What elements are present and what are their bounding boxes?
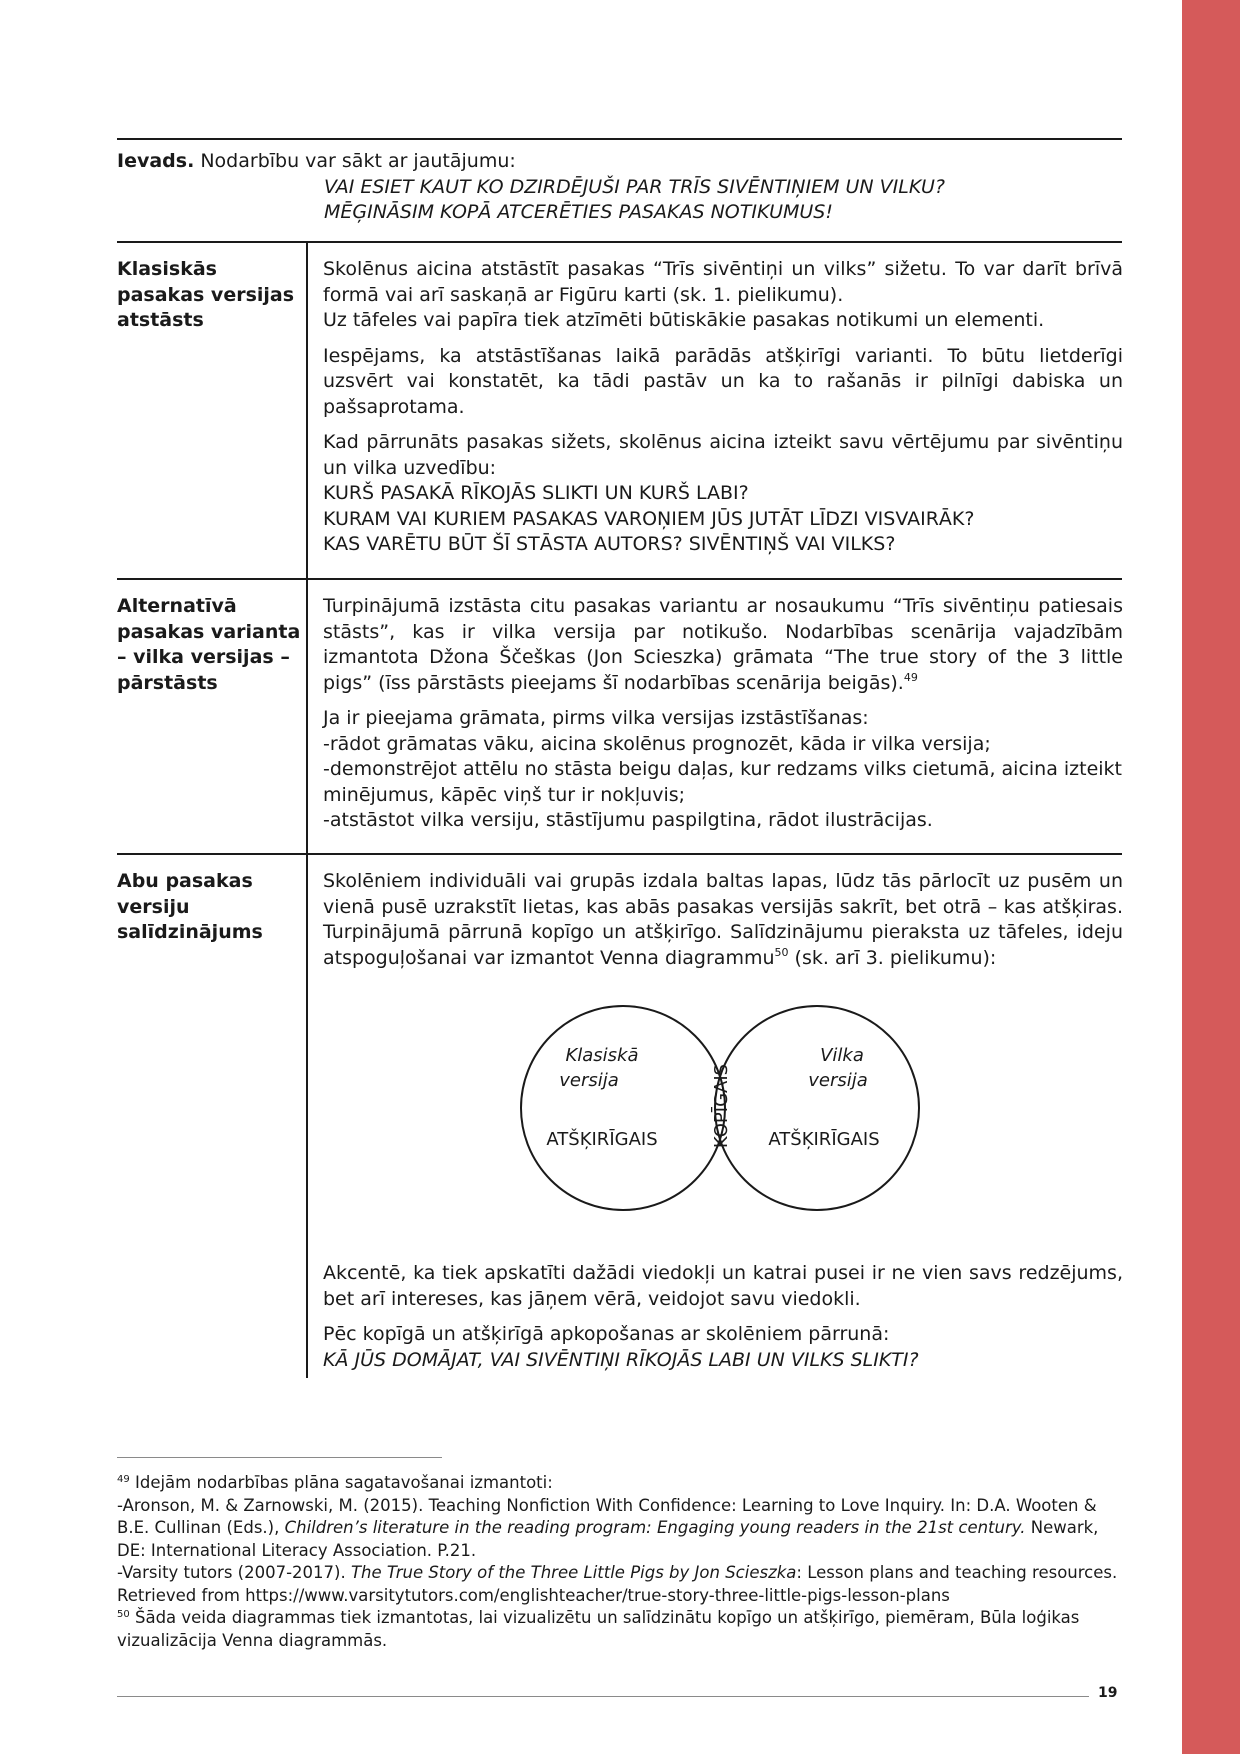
side-color-band [1182,0,1240,1754]
row-content-classic-retelling [323,257,1123,558]
bullet: -atstāstot vilka versiju, stāstījumu paspilgtina, rādot ilustrācijas. [323,809,933,831]
venn-right-title-2: versija [808,1070,868,1091]
venn-left-title-2: versija [559,1070,619,1091]
paragraph-end: (sk. arī 3. pielikumu): [788,946,997,969]
paragraph: Uz tāfeles vai papīra tiek atzīmēti būtiskākie pasakas notikumi un elementi. [323,309,1045,331]
footnote-49-intro: Idejām nodarbības plāna sagatavošanai izmantoti: [129,1473,553,1492]
row-divider-2 [117,853,1122,855]
paragraph: Turpinājumā izstāsta citu pasakas variantu ar nosaukumu “Trīs sivēntiņu patiesais stāsts”, kas ir vilka versija par notikušo. Nodarbības scenārija vajadzībām izmantota Džona Ščeškas (Jon Scieszka) grāmata “The true story of the 3 little pigs” (īss pārstāsts pieejams šī nodarbības scenārija beigās). [323,595,1123,694]
question: KAS VARĒTU BŪT ŠĪ STĀSTA AUTORS? SIVĒNTIŅŠ VAI VILKS? [323,533,896,555]
row-content-comparison-bottom [323,1261,1123,1373]
venn-left-title-1: Klasiskā [565,1045,639,1066]
table-top-rule [117,241,1122,243]
page-number: 19 [1098,1685,1118,1701]
footnote-number-49: 49 [117,1474,130,1485]
footnotes [117,1472,1127,1652]
bottom-rule [117,1696,1089,1697]
footnote-separator [117,1457,442,1458]
paragraph: Iespējams, ka atstāstīšanas laikā parādās atšķirīgi varianti. To būtu lietderīgi uzsvērt vai konstatēt, ka tādi pastāv un ka to rašanās ir pilnīgi dabiska un pašsaprotama. [323,344,1123,418]
intro-text: Nodarbību var sākt ar jautājumu: [194,150,516,172]
paragraph: Ja ir pieejama grāmata, pirms vilka versijas izstāstīšanas: [323,707,869,729]
reference-title: The True Story of the Three Little Pigs by Jon Scieszka [350,1563,797,1582]
venn-center-label: KOPĪGAIS [711,1063,732,1149]
footnote-ref-50[interactable]: 50 [774,945,789,959]
paragraph: Kad pārrunāts pasakas sižets, skolēnus aicina izteikt savu vērtējumu par sivēntiņu un vilka uzvedību: [323,431,1123,479]
column-divider-row-1 [306,242,308,579]
footnote-ref-49[interactable]: 49 [903,670,918,684]
column-divider-row-3 [306,854,308,1378]
reference-title: Children’s literature in the reading program: Engaging young readers in the 21st century. [284,1518,1026,1537]
intro-lead: Ievads. [117,150,195,172]
top-rule [117,138,1122,140]
intro-block [117,149,1122,223]
venn-right-circle [715,1006,919,1210]
intro-question-1: VAI ESIET KAUT KO DZIRDĒJUŠI PAR TRĪS SIVĒNTIŅIEM UN VILKU? [324,176,945,198]
row-label-classic-retelling: Klasiskās pasakas versijas atstāsts [117,258,295,331]
venn-right-title-1: Vilka [820,1045,864,1066]
paragraph: Skolēnus aicina atstāstīt pasakas “Trīs sivēntiņi un vilks” sižetu. To var darīt brīvā formā vai arī saskaņā ar Figūru karti (sk. 1. pielikumu). [323,258,1123,306]
reference-text: : Lesson plans and teaching resources. Retrieved from https://www.varsitytutors.com/englishteacher/true-story-three-little-pigs-lesson-plans [117,1563,1118,1605]
venn-diagram [520,988,920,1228]
row-label-wolf-version: Alternatīvā pasakas varianta – vilka versijas – pārstāsts [117,595,301,694]
question: KURAM VAI KURIEM PASAKAS VAROŅIEM JŪS JUTĀT LĪDZI VISVAIRĀK? [323,507,975,530]
reference-text: Newark, DE: International Literacy Association. P.21. [117,1518,1099,1560]
bullet: -rādot grāmatas vāku, aicina skolēnus prognozēt, kāda ir vilka versija; [323,732,991,755]
reference-text: -Varsity tutors (2007-2017). [117,1563,351,1582]
row-content-wolf-version [323,594,1123,834]
row-divider-1 [117,578,1122,580]
row-content-comparison-top [323,869,1123,981]
venn-right-label: ATŠĶIRĪGAIS [768,1129,880,1150]
paragraph: Skolēniem individuāli vai grupās izdala baltas lapas, lūdz tās pārlocīt uz pusēm un vienā pusē uzrakstīt lietas, kas abās pasakas versijās sakrīt, bet otrā – kas atšķiras. Turpinājumā pārrunā kopīgo un atšķirīgo. Salīdzinājumu pieraksta uz tāfeles, ideju atspoguļošanai var izmantot Venna diagrammu [323,870,1123,969]
row-label-comparison: Abu pasakas versiju salīdzinājums [117,870,263,943]
question: KURŠ PASAKĀ RĪKOJĀS SLIKTI UN KURŠ LABI? [323,482,749,504]
paragraph: Akcentē, ka tiek apskatīti dažādi viedokļi un katrai pusei ir ne vien savs redzējums, bet arī intereses, kas jāņem vērā, veidojot savu viedokli. [323,1262,1123,1310]
footnote-number-50: 50 [117,1609,130,1620]
venn-left-circle [521,1006,725,1210]
bullet: -demonstrējot attēlu no stāsta beigu daļas, kur redzams vilks cietumā, aicina izteikt minējumus, kāpēc viņš tur ir nokļuvis; [323,758,1123,806]
paragraph: Pēc kopīgā un atšķirīgā apkopošanas ar skolēniem pārrunā: [323,1323,890,1345]
venn-left-label: ATŠĶIRĪGAIS [546,1129,658,1150]
intro-question-2: MĒĢINĀSIM KOPĀ ATCERĒTIES PASAKAS NOTIKUMUS! [324,201,833,223]
reference-text: -Aronson, M. & Zarnowski, M. (2015). Teaching Nonfiction With Confidence: Learning to Love Inquiry. In: D.A. Wooten & B.E. Cullinan (Eds.), [117,1495,1097,1537]
footnote-50-text: Šāda veida diagrammas tiek izmantotas, lai vizualizētu un salīdzinātu kopīgo un atšķirīgo, piemēram, Būla loģikas vizualizācija Venna diagrammās. [117,1608,1080,1650]
question: KĀ JŪS DOMĀJAT, VAI SIVĒNTIŅI RĪKOJĀS LABI UN VILKS SLIKTI? [323,1348,919,1371]
column-divider-row-2 [306,579,308,855]
